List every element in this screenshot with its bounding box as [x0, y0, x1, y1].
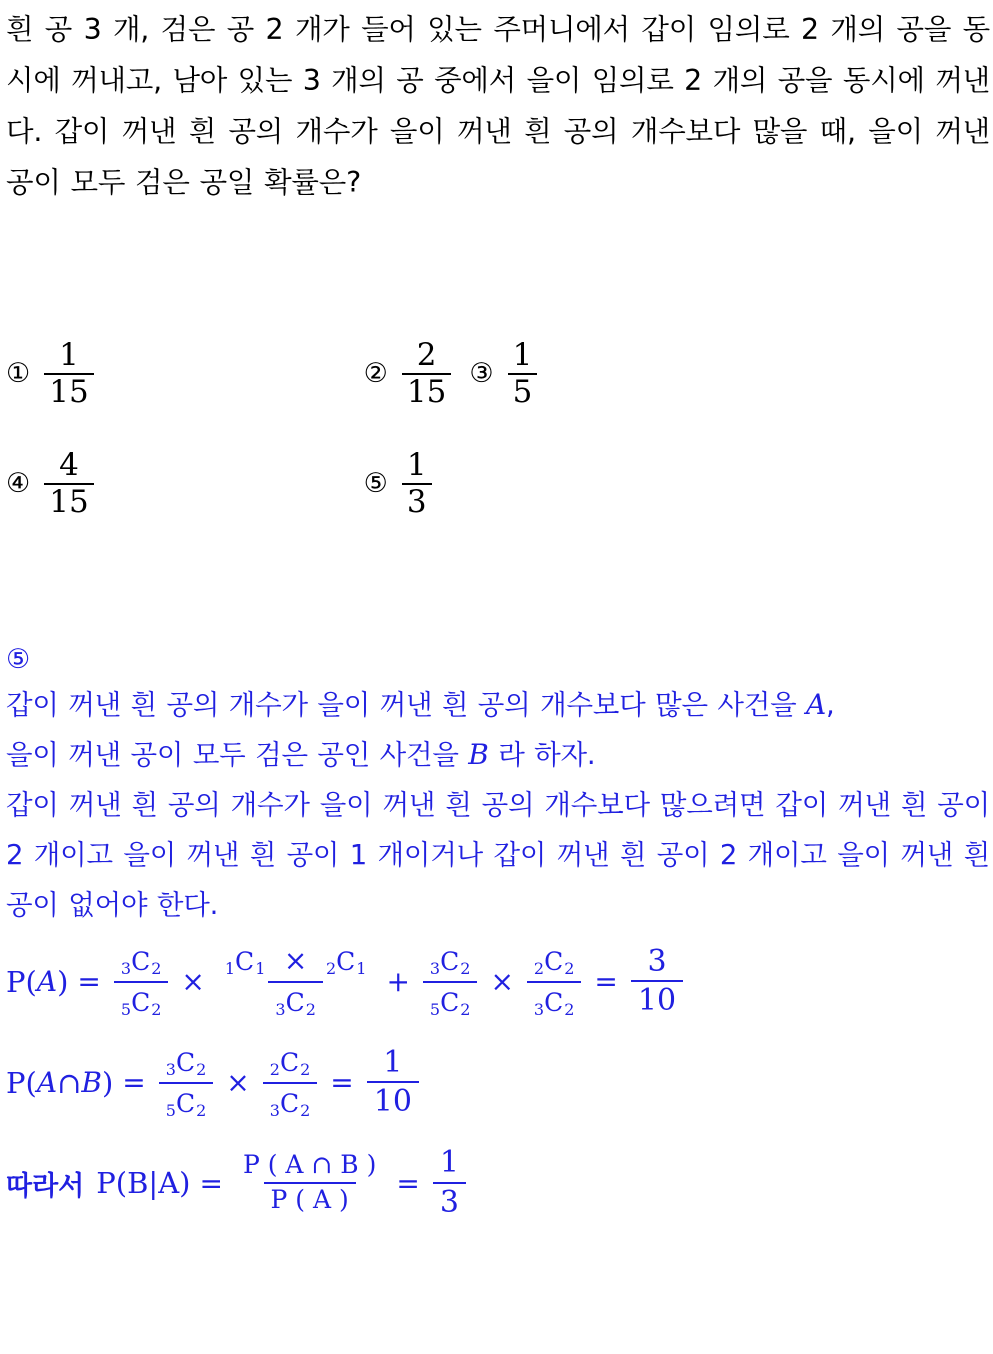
choice-option-2[interactable]: [364, 338, 452, 409]
choice-marker: ④: [6, 468, 31, 500]
event-a-variable: A: [806, 688, 827, 721]
combination-3C2: 3 C 2: [120, 947, 162, 978]
fraction-term-2: [218, 944, 374, 1019]
solution-paragraph-1: [6, 680, 990, 730]
choice-marker: ②: [363, 358, 388, 390]
fraction-denominator: [423, 981, 478, 1020]
fraction-denominator: P ( A ): [264, 1182, 356, 1215]
combination-3C2: 3 C 2: [269, 1088, 311, 1120]
equals-sign: =: [77, 965, 101, 998]
fraction-term-1: [114, 944, 169, 1019]
equals-sign: =: [199, 1166, 223, 1200]
fraction-numerator: [423, 944, 478, 981]
fraction-term-3: [423, 944, 478, 1019]
equals-sign: =: [396, 1166, 420, 1200]
combination-2C1: 2 C 1: [325, 947, 367, 978]
intersection-symbol: ∩: [57, 1065, 82, 1100]
choice-row-2: [6, 448, 990, 558]
paren-open: (: [25, 964, 37, 999]
fraction-numerator: 2: [416, 337, 437, 373]
equals-sign: =: [330, 1066, 354, 1099]
times-sign: ×: [283, 944, 308, 977]
fraction-numerator: [218, 944, 374, 981]
solution-paragraph-3: 갑이 꺼낸 흰 공의 개수가 을이 꺼낸 흰 공의 개수보다 많으려면 갑이 꺼낸 흰 공이 2 개이고 을이 꺼낸 흰 공이 1 개이거나 갑이 꺼낸 흰 공이 2 개이고 을이 꺼낸 흰 공이 없어야 한다.: [6, 789, 990, 921]
combination-5C2: 5 C 2: [120, 987, 162, 1019]
combination-3C2: 3 C 2: [533, 987, 575, 1019]
fraction-numerator: 1: [406, 447, 427, 483]
equals-sign: =: [122, 1066, 146, 1099]
paren-close: ): [179, 1166, 191, 1200]
equation-probability-a-and-b: [6, 1045, 990, 1120]
combination-3C2: 3 C 2: [429, 947, 471, 978]
paren-open: (: [115, 1166, 128, 1200]
question-text: 흰 공 3 개, 검은 공 2 개가 들어 있는 주머니에서 갑이 임의로 2 개의 공을 동시에 꺼내고, 남아 있는 3 개의 공 중에서 을이 임의로 2 개의 공을 동시에 꺼낸다. 갑이 꺼낸 흰 공의 개수가 을이 꺼낸 흰 공의 개수보다 많을 때, 을이 꺼낸 공이 모두 검은 공일 확률은?: [6, 13, 990, 199]
fraction-denominator: 3: [402, 483, 432, 520]
combination-2C2: 2 C 2: [533, 947, 575, 978]
combination-3C2: 3 C 2: [275, 987, 316, 1019]
fraction-denominator: 3: [433, 1182, 466, 1221]
result-fraction: [433, 1146, 466, 1220]
fraction-denominator: [114, 981, 169, 1020]
p-function-label: P: [96, 1166, 116, 1200]
equation-probability-a: [6, 944, 990, 1019]
choice-marker: ③: [469, 358, 494, 390]
fraction-term-4: [527, 944, 582, 1019]
result-fraction: [631, 945, 683, 1019]
fraction-numerator: [263, 1045, 318, 1082]
solution-paragraph-2: [6, 730, 990, 780]
solution-sentence-a-end: ,: [826, 689, 835, 721]
fraction: [402, 448, 432, 519]
fraction-denominator: [263, 1082, 318, 1121]
fraction-numerator: [159, 1045, 214, 1082]
fraction-term-1: [159, 1045, 214, 1120]
fraction-numerator: [114, 944, 169, 981]
fraction-denominator: 10: [631, 980, 683, 1019]
paren-close: ): [57, 964, 69, 999]
times-sign: ×: [226, 1066, 250, 1099]
p-function-label: P: [6, 1065, 26, 1100]
solution-sentence-b-end: 라 하자.: [488, 739, 596, 771]
solution-sentence-a: 갑이 꺼낸 흰 공의 개수가 을이 꺼낸 흰 공의 개수보다 많은 사건을: [6, 689, 806, 721]
event-a-variable: A: [158, 1166, 180, 1200]
solution-block: [6, 640, 990, 1220]
fraction-numerator: 1: [439, 1145, 459, 1180]
fraction-denominator: [527, 981, 582, 1020]
result-fraction: [367, 1046, 419, 1120]
solution-sentence-b: 을이 꺼낸 공이 모두 검은 공인 사건을: [6, 739, 469, 771]
equation-conditional-probability: [6, 1146, 990, 1220]
fraction-numerator: 1: [59, 337, 79, 373]
equals-sign: =: [594, 965, 618, 998]
combination-1C1: 1 C 1: [224, 947, 266, 978]
fraction: [44, 338, 93, 409]
choice-marker: ⑤: [363, 468, 388, 500]
given-bar: |: [148, 1166, 159, 1200]
times-sign: ×: [181, 965, 205, 998]
fraction-term-2: [263, 1045, 318, 1120]
paren-open: (: [25, 1065, 37, 1100]
event-a-variable: A: [36, 1066, 58, 1099]
combination-5C2: 5 C 2: [165, 1088, 207, 1120]
fraction-numerator: 4: [59, 447, 79, 483]
event-b-variable: B: [468, 738, 489, 771]
combination-5C2: 5 C 2: [429, 987, 471, 1019]
fraction-numerator: 3: [647, 943, 667, 979]
fraction-numerator: 1: [383, 1044, 403, 1080]
fraction: [44, 448, 93, 519]
choice-option-1[interactable]: [6, 338, 94, 409]
fraction-denominator: 10: [367, 1081, 419, 1120]
choice-option-3[interactable]: [469, 338, 537, 409]
conditional-fraction: [236, 1151, 383, 1215]
combination-3C2: 3 C 2: [165, 1048, 207, 1079]
p-function-label: P: [6, 964, 26, 999]
fraction: [508, 338, 538, 409]
fraction-denominator: 15: [402, 373, 451, 410]
fraction-denominator: [268, 981, 323, 1020]
fraction-numerator: [527, 944, 582, 981]
choice-option-4[interactable]: [6, 448, 94, 519]
combination-2C2: 2 C 2: [269, 1048, 311, 1079]
times-sign: ×: [490, 965, 514, 998]
plus-sign: +: [386, 965, 410, 998]
choice-marker: ①: [6, 358, 31, 390]
event-b-variable: B: [81, 1066, 102, 1099]
fraction-numerator: 1: [512, 337, 533, 373]
paren-close: ): [101, 1065, 114, 1100]
choice-option-5[interactable]: [364, 448, 432, 519]
choice-row-1: [6, 338, 990, 448]
fraction-numerator: P ( A ∩ B ): [242, 1150, 377, 1180]
choice-list: [6, 338, 990, 558]
fraction-denominator: [159, 1082, 214, 1121]
event-b-variable: B: [127, 1166, 149, 1200]
answer-marker: ⑤: [6, 644, 31, 675]
fraction-denominator: 15: [44, 373, 93, 410]
therefore-label: 따라서: [6, 1170, 85, 1202]
fraction-denominator: 5: [508, 373, 538, 410]
event-a-variable: A: [36, 965, 58, 998]
fraction-denominator: 15: [44, 483, 93, 520]
fraction: [402, 338, 451, 409]
